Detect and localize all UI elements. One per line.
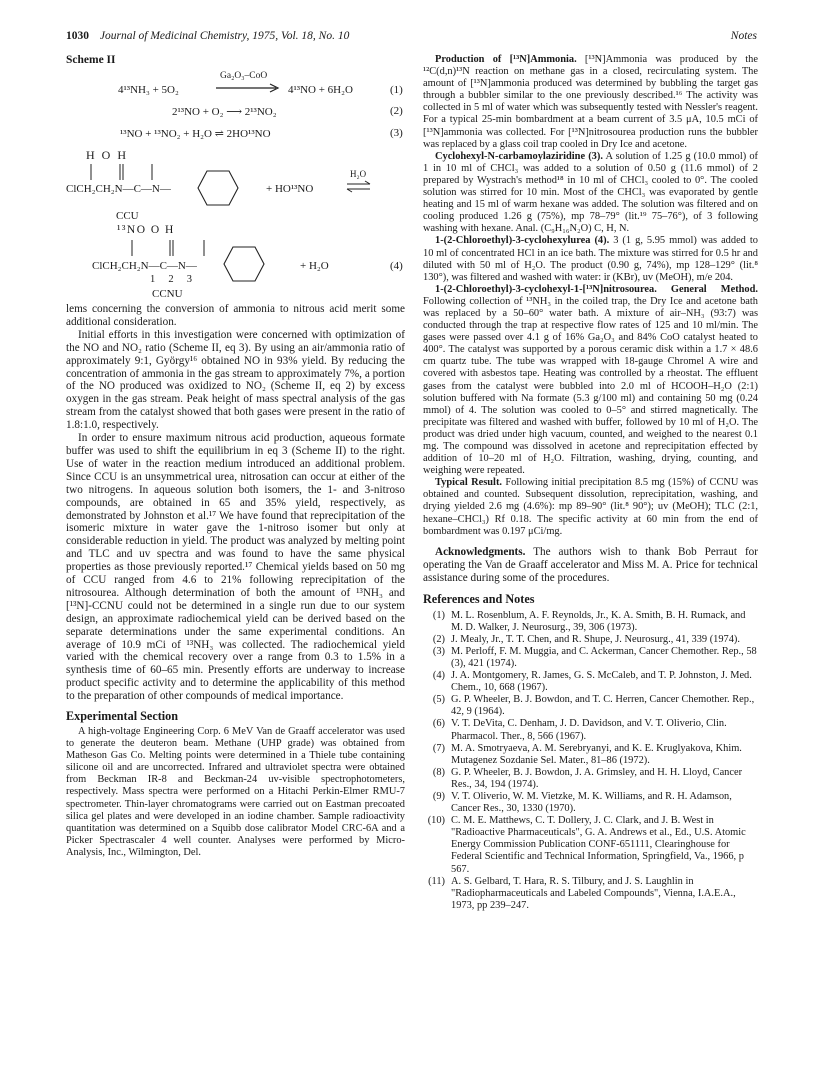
reference-number: (10) bbox=[427, 815, 445, 827]
equation-1-catalyst: Ga₂O₃–CoO bbox=[220, 71, 268, 81]
section-label: Notes bbox=[730, 30, 757, 42]
paragraph-lead: 1-(2-Chloroethyl)-3-cyclohexylurea (4). bbox=[435, 235, 610, 247]
paragraph-lead: Typical Result. bbox=[435, 477, 502, 489]
reference-item bbox=[423, 718, 758, 742]
equation-3: ¹³NO + ¹³NO₂ + H₂O ⇌ 2HO¹³NO bbox=[120, 128, 271, 140]
running-header bbox=[66, 30, 349, 42]
reference-text: J. Mealy, Jr., T. T. Chen, and R. Shupe, J. Neurosurg., 41, 339 (1974). bbox=[451, 633, 740, 645]
paragraph: 3 (1 g, 5.95 mmol) was added to 10 ml of concentrated HCl in an ice bath. The mixture was stirred for 0.5 hr and diluted with 50 ml of H₂O. The product (0.90 g, 74%), mp 128–129° (lit.⁸ 130°), was filtered and washed with water: ir (KBr), uv (MeOH), m/e 204. bbox=[423, 235, 758, 283]
equation-1-number: (1) bbox=[390, 84, 403, 96]
reference-number: (5) bbox=[432, 694, 445, 706]
reference-text: M. L. Rosenblum, A. F. Reynolds, Jr., K. A. Smith, B. H. Rumack, and M. D. Walker, J. Neurosurg., 39, 306 (1973). bbox=[451, 609, 746, 633]
journal-citation: Journal of Medicinal Chemistry, 1975, Vol. 18, No. 10 bbox=[99, 30, 350, 42]
reference-number: (11) bbox=[428, 875, 445, 887]
reference-list bbox=[423, 610, 758, 912]
water-over-arrow: H₂O bbox=[350, 169, 367, 179]
paragraph: A solution of 1.25 g (10.0 mmol) of 1 in 10 ml of CHCl₃ was added to a solution of 0.50 g (11.6 mmol) of 2 prepared by Wystrach's method¹⁸ in 10 ml of CHCl₃ cooled to 0°. The cooled solution was stirred for 10 min. Most of the CHCl₃ was evaporated by gentle heating and 15 ml of warm hexane was added. The solution was filtered and on cooling produced 1.26 g (75%), mp 78–79° (lit.¹⁹ 75–76°), of 3 following washing with hexane. Anal. (C₉H₁₆N₂O) C, H, N. bbox=[423, 150, 758, 235]
reference-item bbox=[423, 815, 758, 875]
reference-text: V. T. DeVita, C. Denham, J. D. Davidson, and V. T. Oliverio, Clin. Pharmacol. Ther., 8, 566 (1967). bbox=[451, 718, 727, 742]
reference-text: V. T. Oliverio, W. M. Vietzke, M. K. Williams, and R. H. Adamson, Cancer Res., 30, 1330 (1970). bbox=[451, 790, 732, 815]
reference-text: M. A. Smotryaeva, A. M. Serebryanyi, and K. E. Kruglyakova, Khim. Mutagenez Sozdanie Sel. Mater., 81–86 (1972). bbox=[451, 742, 742, 766]
ccu-top-atoms: H O H bbox=[86, 148, 128, 162]
paragraph-lead: Cyclohexyl-N-carbamoylaziridine (3). bbox=[435, 150, 603, 162]
paragraph: Following initial precipitation 8.5 mg (15%) of CCNU was obtained and counted. Subsequent dissolution, reprecipitation, washing, and drying yielded 2.6 mg (4.6%): mp 89–90° (lit.⁸ 90°); uv (MeOH); TLC (2:1, hexane–CHCl₃) Rf 0.18. The specific activity at 60 min from the end of bombardment was 0.197 μCi/mg. bbox=[423, 477, 758, 537]
ccnu-position-numbers: 1 2 3 bbox=[150, 274, 192, 285]
paragraph-lead: Acknowledgments. bbox=[435, 545, 526, 558]
reference-number: (6) bbox=[432, 718, 445, 730]
reference-number: (1) bbox=[432, 609, 445, 621]
reference-item bbox=[423, 791, 758, 815]
reference-text: G. P. Wheeler, B. J. Bowdon, J. A. Grimsley, and H. H. Lloyd, Cancer Res., 34, 194 (1974). bbox=[451, 766, 743, 790]
paragraph-lead: 1-(2-Chloroethyl)-3-cyclohexyl-1-[¹³N]nitrosourea. General Method. bbox=[435, 283, 758, 295]
equation-4-number: (4) bbox=[390, 260, 403, 272]
reference-item bbox=[423, 670, 758, 694]
reference-number: (7) bbox=[432, 742, 445, 754]
reference-text: C. M. E. Matthews, C. T. Dollery, J. C. Clark, and J. B. West in "Radioactive Pharmaceuticals", G. A. Andrews et al., Ed., U.S. Atomic Energy Commission Publication CONF-651111, Clearinghouse for Federal Scientific and Technical Information, Springfield, Va., 1966, p 567. bbox=[451, 815, 746, 875]
reference-number: (2) bbox=[432, 633, 445, 645]
ccu-label: CCU bbox=[116, 210, 139, 222]
reaction-arrow-icon bbox=[214, 82, 282, 94]
reference-text: M. Perloff, F. M. Muggia, and C. Ackerman, Cancer Chemother. Rep., 58 (3), 421 (1974). bbox=[451, 645, 757, 669]
reference-number: (3) bbox=[432, 645, 445, 657]
section-heading-references: References and Notes bbox=[423, 592, 535, 607]
paragraph: lems concerning the conversion of ammonia to nitrous acid merit some additional consideration. bbox=[66, 303, 405, 328]
equation-3-number: (3) bbox=[390, 127, 403, 139]
reference-number: (4) bbox=[432, 670, 445, 682]
reference-item bbox=[423, 646, 758, 670]
ccu-chain: ClCH₂CH₂N—C—N— bbox=[66, 183, 171, 195]
reference-text: J. A. Montgomery, R. James, G. S. McCaleb, and T. P. Johnston, J. Med. Chem., 10, 668 (1967). bbox=[451, 670, 752, 694]
reference-item bbox=[423, 743, 758, 767]
reference-item bbox=[423, 634, 758, 646]
reference-item bbox=[423, 610, 758, 634]
scheme-title: Scheme II bbox=[66, 54, 116, 66]
ccnu-top-atoms: ¹³NO O H bbox=[117, 224, 175, 236]
cyclohexyl-ring-icon bbox=[196, 168, 240, 208]
paragraph: Initial efforts in this investigation were concerned with optimization of the NO and NO₂ ratio (Scheme II, eq 3). By using an air/ammonia ratio of approximately 9:1, György¹⁶ obtained NO in 93% yield. By reducing the concentration of ammonia in the gas stream to approximately 7%, a portion of the NO produced was oxidized to NO₂ (Scheme II, eq 2) by excess oxygen in the gas stream. Peak height of mass spectral analysis of the gas stream from the catalyst showed that both gases were present in the ratio of 1.8:1.0, respectively. bbox=[66, 328, 405, 432]
equation-1-lhs: 4¹³NH₃ + 5O₂ bbox=[118, 84, 179, 96]
paragraph-lead: Production of [¹³N]Ammonia. bbox=[435, 54, 577, 65]
paragraph: [¹³N]Ammonia was produced by the ¹²C(d,n)¹³N reaction on methane gas in a closed, recirculating system. The amount of [¹³N]ammonia produced was determined by bubbling the target gas through a bubbler similar to the one previously described.¹⁶ The activity was collected in 5 ml of water which was subsequently tested with Nessler's reagent. For a typical 25-min bombardment at a beam current of 3.5 μA, 10.5 mCi of [¹³N]ammonia was collected. For [¹³N]nitrosourea production runs the bubbler was replaced by a glass coil trap cooled in Dry Ice and acetone. bbox=[423, 54, 758, 150]
reference-item bbox=[423, 876, 758, 912]
equation-2-number: (2) bbox=[390, 105, 403, 117]
cyclohexyl-ring-icon bbox=[222, 244, 266, 284]
equation-2: 2¹³NO + O₂ ⟶ 2¹³NO₂ bbox=[172, 106, 277, 118]
acknowledgments: The authors wish to thank Bob Perraut for operating the Van de Graaff accelerator and Miss M. A. Price for technical assistance during some of the procedures. bbox=[423, 545, 758, 584]
paragraph: In order to ensure maximum nitrous acid production, aqueous formate buffer was used to shift the equilibrium in eq 3 (Scheme II) to the right. Use of water in the reaction medium introduced an additional problem. Since CCU is an unsymmetrical urea, nitrosation can occur at either of the two nitrogens. In aqueous solution both isomers, the 1- and 3-nitroso compounds, are obtained in 65 and 35% yield, respectively, as demonstrated by Johnston et al.¹⁷ We have found that reprecipitation of the isomeric mixture in water gave the 1-nitroso isomer but only at considerable reduction in yield. The product was analyzed by melting point and TLC and uv spectra and was found to have the same physical properties as those previously reported.¹⁷ Chemical yields based on 50 mg of CCU ranged from 4.6 to 21% following reprecipitation of the nitrosourea. Although determination of both the amount of ¹³NH₃ and [¹³N]-CCNU could not be determined in a single run due to our system design, an approximate radiochemical yield can be derived based on the separate determinations under the same experimental conditions. An average of 10.9 mCi of ¹³NH₃ was collected. The radiochemical yield varied with the chemical recovery over a range from 0.3 to 1.5% in a synthesis time of 60–65 min. Presently efforts are underway to increase product specific activity and to determine the applicability of this method to the preparation of other compounds of medical importance. bbox=[66, 432, 405, 703]
ccnu-label: CCNU bbox=[152, 288, 183, 300]
section-heading-experimental: Experimental Section bbox=[66, 709, 179, 724]
water-product: + H₂O bbox=[300, 260, 329, 272]
paragraph: Following collection of ¹³NH₃ in the coiled trap, the Dry Ice and acetone bath was replaced by a 50–60° water bath. A mixture of air–NH₃ (93:7) was conducted through the trap at respective flow rates of 125 and 10 ml/min. The gases were passed over 4.1 g of 16% Ga₂O₃ and 84% CoO catalyst heated to 400°. The catalyst was supported by a porous ceramic disk within a 1.7 × 48.6 cm quartz tube. The tube was wrapped with 18-gauge Chromel A wire and covered with asbestos tape. Heating was controlled by a rheostat. The effluent gases from the catalyst were bubbled into 2.0 ml of HCOOH–H₂O (2:1) solution buffered with Na formate (5.3 g/100 ml) and containing 50 mg (0.24 mmol) of 4. The solution was cooled to 0–5° and stirred magnetically. The precipitate was filtered and washed with buffer, followed by 10 ml of H₂O. The product was dried under high vacuum, counted, and weighed to the nearest 0.1 mg. The compound was dissolved in acetone and reprecipitation effected by addition of 10–20 ml of H₂O. Filtration, washing, drying, counting, and weighing were repeated. bbox=[423, 295, 758, 477]
ccnu-chain: ClCH₂CH₂N—C—N— bbox=[92, 260, 197, 272]
right-column bbox=[423, 54, 758, 912]
paragraph: A high-voltage Engineering Corp. 6 MeV Van de Graaff accelerator was used to generate the deuteron beam. Methane (UHP grade) was obtained from Matheson Gas Co. Melting points were determined in a Thiele tube containing silicone oil and are uncorrected. Infrared and ultraviolet spectra were obtained from Beckman IR-8 and Beckman-24 uv-visible spectrophotometers, respectively. Mass spectra were performed on a Hitachi Perkin-Elmer RMU-7 spectrometer. Thin-layer chromatograms were carried out on Eastman precoated silica gel plates and were developed in an iodine chamber. Sample radioactivity quantitation was determined on a Squibb dose calibrator Model CRC-6A and a Picker Spectrascaler 4 well counter. Analyses were performed by Micro-Analysis, Inc., Wilmington, Del. bbox=[66, 726, 405, 858]
reference-text: G. P. Wheeler, B. J. Bowdon, and T. C. Herren, Cancer Chemother. Rep., 42, 9 (1964). bbox=[451, 694, 755, 718]
reference-text: A. S. Gelbard, T. Hara, R. S. Tilbury, and J. S. Laughlin in "Radiopharmaceuticals and Labeled Compounds", Vienna, I.A.E.A., 1973, pp 239–247. bbox=[451, 875, 736, 911]
reference-item bbox=[423, 694, 758, 718]
reference-item bbox=[423, 767, 758, 791]
left-column bbox=[66, 303, 405, 859]
equilibrium-arrow-icon bbox=[346, 180, 372, 194]
nitrous-acid-reagent: + HO¹³NO bbox=[266, 183, 314, 195]
page-number: 1030 bbox=[66, 30, 89, 42]
reference-number: (8) bbox=[432, 766, 445, 778]
equation-1-rhs: 4¹³NO + 6H₂O bbox=[288, 84, 353, 96]
reference-number: (9) bbox=[432, 790, 445, 802]
